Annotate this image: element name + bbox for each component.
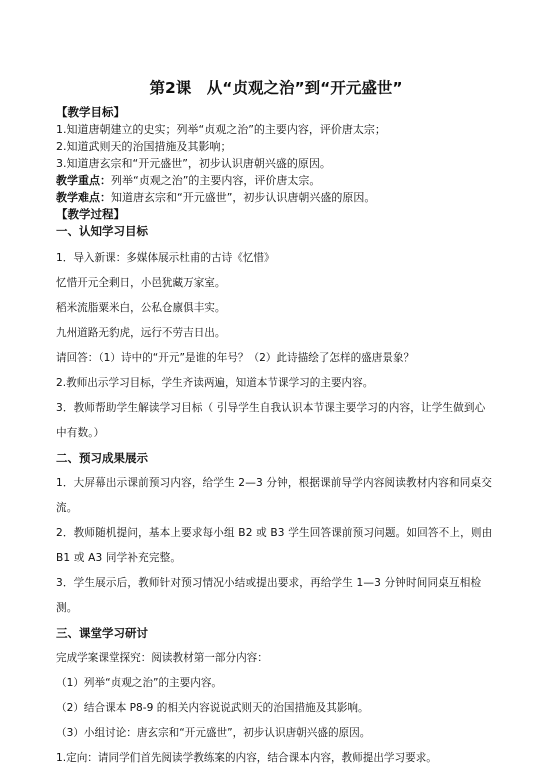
document-page — [56, 78, 496, 771]
key-point-label: 教学重点： — [56, 174, 111, 187]
section-3-line: （3）小组讨论：唐玄宗和“开元盛世”，初步认识唐朝兴盛的原因。 — [56, 727, 371, 739]
section-1-line: 请回答：（1）诗中的“开元”是谁的年号？（2）此诗描绘了怎样的盛唐景象？ — [56, 352, 415, 364]
section-2-heading: 二、预习成果展示 — [56, 451, 148, 465]
section-3-line: （1）列举“贞观之治”的主要内容。 — [56, 677, 223, 689]
poem-line: 九州道路无豹虎，远行不劳吉日出。 — [56, 327, 226, 339]
section-2-paragraph: 3．学生展示后，教师针对预习情况小结或提出要求，再给学生 1—3 分钟时间同桌互相检测。 — [56, 577, 482, 614]
objective-item: 3.知道唐玄宗和“开元盛世”，初步认识唐朝兴盛的原因。 — [56, 157, 331, 170]
process-heading: 【教学过程】 — [56, 207, 125, 221]
difficult-point-label: 教学难点： — [56, 191, 111, 204]
section-1-paragraph: 3．教师帮助学生解读学习目标（ 引导学生自我认识本节课主要学习的内容，让学生做到心中有数。） — [56, 402, 486, 439]
section-3-heading: 三、课堂学习研讨 — [56, 626, 148, 640]
section-3-line: （2）结合课本 P8-9 的相关内容说说武则天的治国措施及其影响。 — [56, 702, 369, 714]
section-2-paragraph: 2．教师随机提问，基本上要求每小组 B2 或 B3 学生回答课前预习问题。如回答不上，则由 B1 或 A3 同学补充完整。 — [56, 527, 493, 564]
section-2-paragraph: 1．大屏幕出示课前预习内容，给学生 2—3 分钟，根据课前导学内容阅读教材内容和同桌交流。 — [56, 477, 492, 514]
section-3-line: 完成学案课堂探究：阅读教材第一部分内容： — [56, 652, 268, 664]
lesson-title: 第2课 从“贞观之治”到“开元盛世” — [149, 79, 403, 97]
section-1-line: 2.教师出示学习目标，学生齐读两遍，知道本节课学习的主要内容。 — [56, 377, 374, 389]
difficult-point — [56, 189, 496, 206]
difficult-point-text: 知道唐玄宗和“开元盛世”，初步认识唐朝兴盛的原因。 — [111, 191, 376, 204]
section-3-line: 1.定向：请同学们首先阅读学教练案的内容，结合课本内容，教师提出学习要求。 — [56, 752, 437, 764]
section-1-line: 1．导入新课：多媒体展示杜甫的古诗《忆惜》 — [56, 252, 275, 264]
section-1-heading: 一、认知学习目标 — [56, 224, 148, 238]
objective-item: 2.知道武则天的治国措施及其影响； — [56, 140, 232, 153]
key-point-text: 列举“贞观之治”的主要内容，评价唐太宗。 — [111, 174, 321, 187]
objectives-heading: 【教学目标】 — [56, 105, 125, 119]
objective-item: 1.知道唐朝建立的史实；列举“贞观之治”的主要内容，评价唐太宗； — [56, 123, 386, 136]
key-point — [56, 172, 496, 189]
poem-line: 忆惜开元全剩日，小邑犹藏万家室。 — [56, 277, 226, 289]
poem-line: 稻米流脂粟米白，公私仓廪俱丰实。 — [56, 302, 226, 314]
